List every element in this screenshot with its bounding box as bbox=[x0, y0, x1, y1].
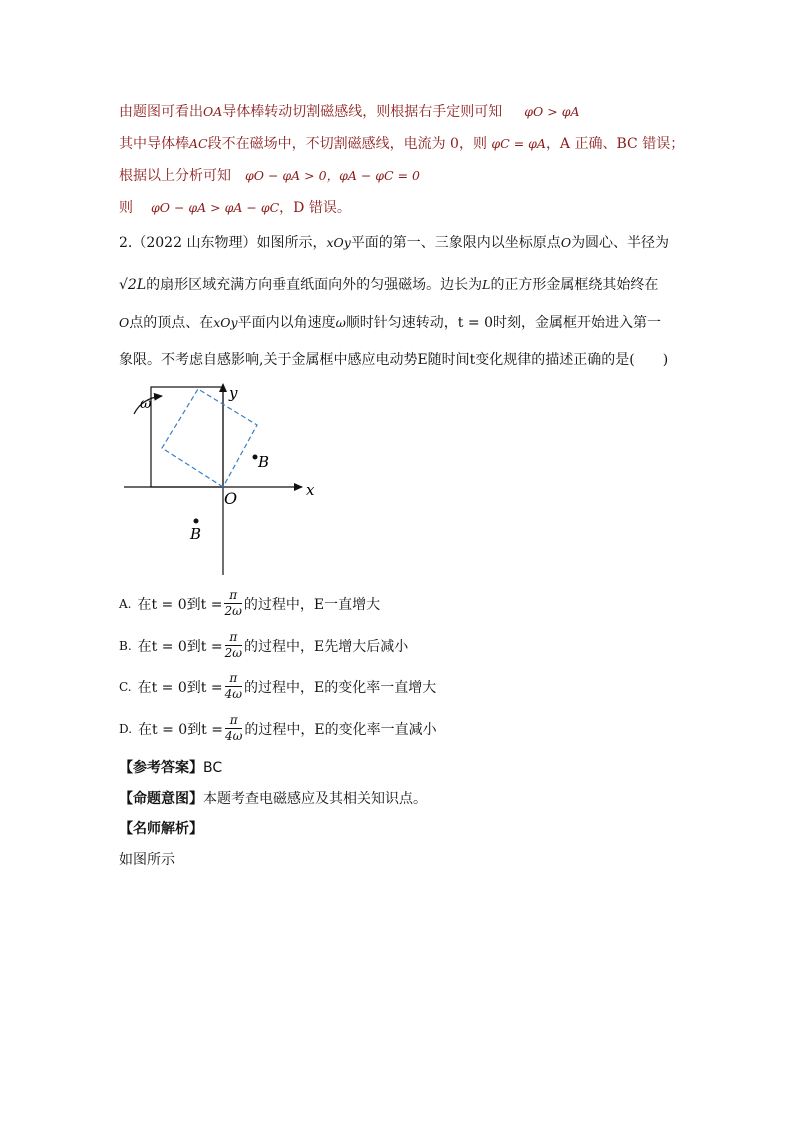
answer-label: 【参考答案】 bbox=[119, 760, 203, 776]
text: 象限。不考虑自感影响,关于金属框中感应电动势E随时间t变化规律的描述正确的是( ) bbox=[119, 352, 669, 368]
fraction bbox=[224, 588, 241, 619]
dashed-frame bbox=[162, 389, 257, 487]
text: 由题图可看出 bbox=[119, 104, 203, 120]
option-b[interactable] bbox=[119, 630, 408, 664]
frac-den: 4ω bbox=[225, 729, 243, 743]
fraction bbox=[225, 630, 242, 661]
option-d[interactable] bbox=[119, 713, 437, 747]
option-pre: 在t = 0到t = bbox=[138, 721, 223, 738]
text: （2022 山东物理）如图所示， bbox=[132, 235, 327, 251]
math-OA: OA bbox=[203, 104, 223, 119]
frac-den: 2ω bbox=[224, 604, 242, 618]
intent-line bbox=[119, 789, 427, 809]
text: 平面内以角速度 bbox=[237, 315, 336, 331]
math-AC: AC bbox=[189, 136, 208, 151]
text: 平面的第一、三象限内以坐标原点 bbox=[350, 235, 561, 251]
text: 段不在磁场中，不切割磁感线，电流为 0，则 bbox=[207, 136, 487, 152]
option-post: 的过程中，E的变化率一直增大 bbox=[243, 679, 437, 696]
analysis-header-line bbox=[119, 819, 203, 839]
frac-den: 2ω bbox=[224, 646, 243, 660]
answer-line bbox=[119, 758, 222, 778]
math-xoy: xOy bbox=[213, 315, 238, 330]
b-field-dot-2 bbox=[194, 519, 199, 524]
option-letter: C. bbox=[119, 679, 132, 694]
intent-text: 本题考查电磁感应及其相关知识点。 bbox=[203, 791, 427, 807]
b-field-dot-1 bbox=[253, 455, 258, 460]
math-eq: φC = φA bbox=[491, 136, 546, 151]
frac-num: π bbox=[225, 630, 242, 646]
origin-label: O bbox=[224, 489, 238, 508]
analysis-line-1 bbox=[119, 102, 579, 122]
math-sqrt: √2L bbox=[119, 277, 147, 293]
b-field-label-1: B bbox=[258, 453, 270, 471]
text: 导体棒转动切割磁感线，则根据右手定则可知 bbox=[222, 104, 503, 120]
frac-num: π bbox=[225, 671, 242, 687]
frac-num: π bbox=[224, 588, 241, 604]
analysis-line-2 bbox=[119, 134, 684, 154]
math-eq: φO − φA > φA − φC bbox=[151, 200, 280, 215]
math-O: O bbox=[560, 235, 572, 250]
metal-frame bbox=[151, 387, 223, 487]
x-axis-label: x bbox=[306, 481, 315, 499]
text: 的扇形区域充满方向垂直纸面向外的匀强磁场。边长为 bbox=[146, 277, 483, 293]
closing-line bbox=[119, 850, 175, 870]
text: 点的顶点、在 bbox=[129, 315, 214, 331]
answer-value: BC bbox=[203, 760, 223, 776]
text: 的正方形金属框绕其始终在 bbox=[490, 277, 659, 293]
analysis-line-4 bbox=[119, 198, 351, 218]
rotating-frame-figure bbox=[112, 380, 332, 580]
math-O: O bbox=[119, 315, 130, 330]
frac-den: 4ω bbox=[224, 687, 242, 701]
y-axis-label: y bbox=[229, 384, 238, 402]
option-letter: B. bbox=[119, 638, 132, 653]
question-line-2 bbox=[119, 275, 658, 295]
question-line-1 bbox=[119, 233, 669, 253]
math-eq: φO − φA > 0，φA − φC = 0 bbox=[245, 168, 420, 183]
analysis-header-label: 【名师解析】 bbox=[119, 821, 203, 837]
text: ，D 错误。 bbox=[279, 200, 351, 216]
text: 顺时针匀速转动，t = 0时刻，金属框开始进入第一 bbox=[345, 315, 661, 331]
fraction bbox=[225, 671, 242, 702]
intent-label: 【命题意图】 bbox=[119, 791, 203, 807]
option-post: 的过程中，E的变化率一直减小 bbox=[244, 721, 437, 738]
option-pre: 在t = 0到t = bbox=[137, 596, 223, 613]
analysis-line-3 bbox=[119, 166, 420, 186]
math-omega: ω bbox=[335, 315, 346, 330]
math-L: L bbox=[482, 277, 491, 292]
text: 则 bbox=[119, 200, 133, 216]
math-result: φO > φA bbox=[524, 104, 580, 119]
text: 其中导体棒 bbox=[119, 136, 189, 152]
math-xoy: xOy bbox=[326, 235, 351, 250]
option-pre: 在t = 0到t = bbox=[137, 679, 223, 696]
question-number: 2. bbox=[119, 235, 133, 251]
option-post: 的过程中，E一直增大 bbox=[243, 596, 381, 613]
frac-num: π bbox=[225, 713, 242, 729]
question-line-4 bbox=[119, 350, 668, 370]
b-field-label-2: B bbox=[190, 525, 202, 543]
omega-label: ω bbox=[140, 396, 152, 412]
option-letter: A. bbox=[119, 596, 132, 611]
closing-text: 如图所示 bbox=[119, 852, 175, 868]
option-pre: 在t = 0到t = bbox=[137, 638, 223, 655]
text: 为圆心、半径为 bbox=[571, 235, 670, 251]
option-a[interactable] bbox=[119, 588, 380, 622]
text: ，A 正确、BC 错误； bbox=[545, 136, 685, 152]
option-post: 的过程中，E先增大后减小 bbox=[244, 638, 409, 655]
text: 根据以上分析可知 bbox=[119, 168, 231, 184]
option-letter: D. bbox=[119, 721, 133, 736]
question-line-3 bbox=[119, 313, 661, 333]
option-c[interactable] bbox=[119, 671, 436, 705]
fraction bbox=[225, 713, 242, 744]
